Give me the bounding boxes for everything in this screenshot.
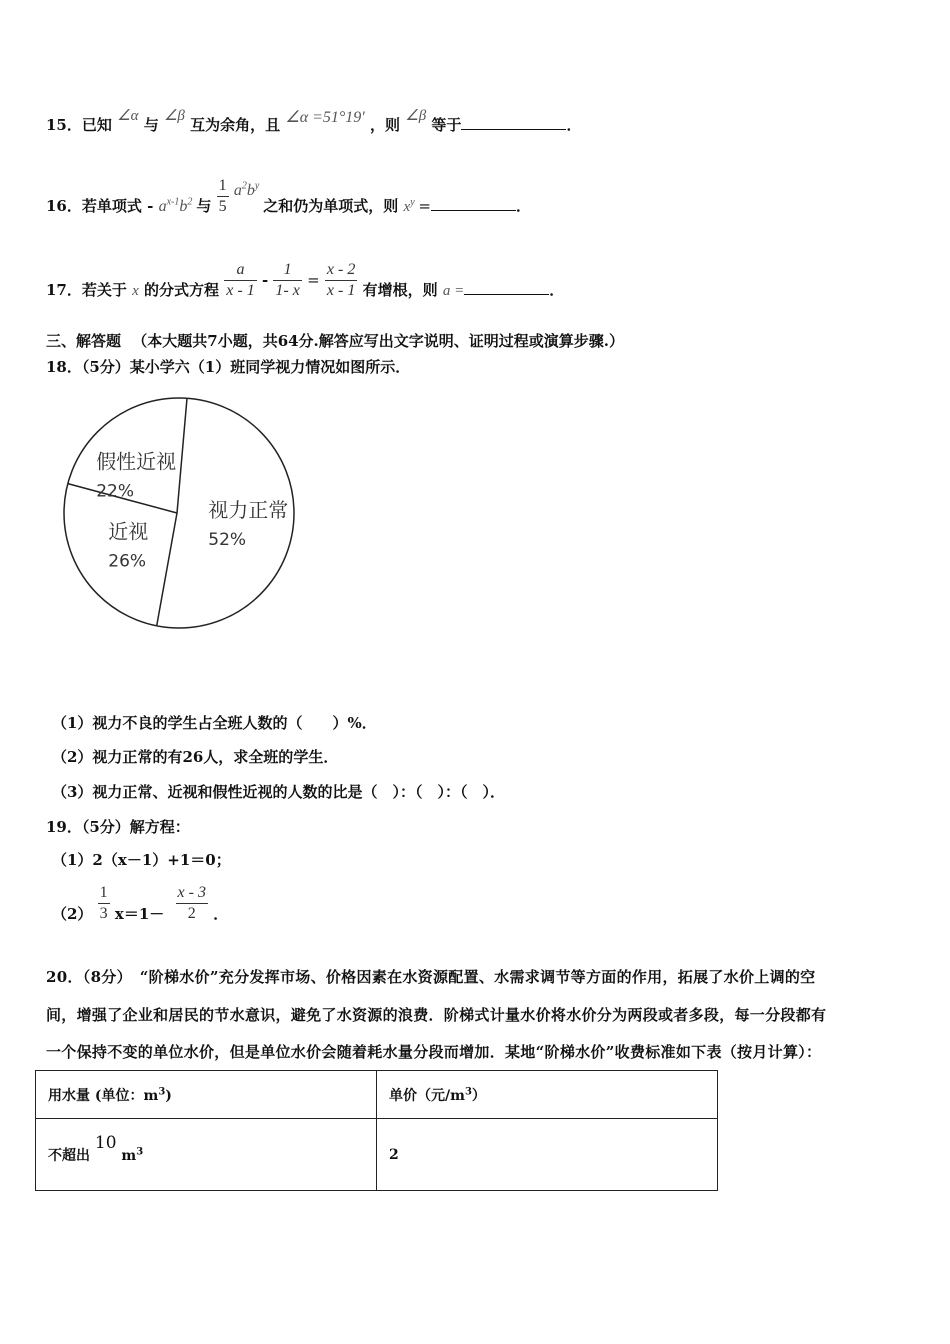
question-19-stem: 19．（5分）解方程： — [46, 818, 190, 836]
q19-eq2-label: （2） — [52, 904, 93, 923]
q17-f2-numerator: 1 — [283, 261, 292, 278]
q19-eq2-period: ． — [213, 904, 229, 923]
usage-cell-unit: m — [121, 1147, 137, 1164]
question-20-line-3: 一个保持不变的单位水价，但是单位水价会随着耗水量分段而增加．某地“阶梯水价”收费标准如下表（按月计算）： — [46, 1043, 822, 1061]
q19-eq2-middle: x＝1－ — [114, 904, 165, 923]
q16-mono1-exp: x-1 — [166, 196, 180, 208]
q16-power-base: x — [403, 198, 411, 215]
q17-equals: = — [307, 270, 320, 289]
q16-monomial-1 — [159, 198, 197, 215]
table-header-row — [36, 1071, 718, 1119]
q17-f1-denominator: x - 1 — [226, 282, 255, 299]
q17-fraction-3 — [325, 260, 357, 301]
q17-period: ． — [549, 280, 565, 299]
q17-fraction-2 — [273, 260, 301, 301]
question-19-eq-2 — [52, 880, 228, 921]
usage-cell-number: 10 — [94, 1132, 117, 1153]
usage-header-end: ) — [165, 1087, 172, 1104]
q17-f1-numerator: a — [236, 261, 245, 278]
answer-blank[interactable] — [431, 196, 516, 211]
water-price-table — [35, 1070, 718, 1191]
q16-text: 若单项式 - — [81, 196, 154, 215]
q16-fraction — [217, 176, 229, 217]
q15-number: 15． — [46, 116, 82, 134]
q17-variable-x: x — [132, 282, 139, 299]
table-cell-usage — [36, 1119, 377, 1191]
q19-fraction-2 — [176, 883, 208, 924]
q16-fraction-denominator: 5 — [218, 198, 227, 215]
q16-period: ． — [515, 196, 531, 215]
vision-pie-chart — [50, 385, 310, 645]
q17-minus: - — [261, 270, 269, 289]
q16-equals: = — [418, 196, 431, 215]
price-header-text: 单价（元/m — [389, 1087, 465, 1104]
q15-angle-beta: ∠β — [163, 108, 185, 124]
q16-power-exp: y — [410, 196, 415, 208]
question-15 — [46, 108, 582, 135]
q16-mono2-base: a — [233, 181, 242, 199]
q17-a-equals: a = — [442, 282, 465, 299]
q15-angle-beta-2: ∠β — [405, 108, 427, 124]
question-17 — [46, 244, 565, 299]
question-20-line-2: 间，增强了企业和居民的节水意识，避免了水资源的浪费．阶梯式计量水价将水价分为两段或者多段，每一分段都有 — [46, 1006, 827, 1024]
question-18-sub-1: （1）视力不良的学生占全班人数的（ ）%． — [52, 714, 377, 732]
question-19-eq-1: （1）2（x－1）+1＝0； — [52, 851, 231, 869]
pie-slice-label: 假性近视 — [96, 449, 177, 474]
q19-f1-denominator: 3 — [99, 905, 108, 922]
question-18-sub-2: （2）视力正常的有26人，求全班的学生． — [52, 748, 339, 766]
table-row — [36, 1119, 718, 1191]
pie-slice-value: 26% — [108, 551, 147, 572]
q16-text: 之和仍为单项式，则 — [263, 196, 399, 215]
q17-number: 17． — [46, 280, 82, 299]
usage-cell-unit-sup: 3 — [136, 1145, 144, 1157]
q16-mono2-b: b — [246, 181, 255, 199]
q16-mono2-b-exp: y — [254, 180, 260, 192]
q15-period: ． — [566, 116, 582, 134]
price-header-end: ） — [471, 1087, 486, 1104]
section-3-heading — [46, 330, 624, 351]
table-header-usage — [36, 1071, 377, 1119]
q15-text: 已知 — [81, 116, 112, 134]
q16-mono1-base: a — [158, 197, 167, 215]
pie-slice-value: 52% — [208, 529, 247, 550]
q17-f3-denominator: x - 1 — [326, 282, 356, 299]
answer-blank[interactable] — [464, 280, 549, 295]
q15-text: 互为余角，且 — [190, 116, 281, 134]
q17-f3-numerator: x - 2 — [326, 261, 356, 278]
q16-number: 16． — [46, 196, 82, 215]
price-header-sup: 3 — [464, 1085, 472, 1097]
section-3-note: （本大题共7小题，共64分.解答应写出文字说明、证明过程或演算步骤.） — [132, 332, 625, 350]
section-3-title: 三、解答题 — [46, 332, 122, 350]
question-18-stem: 18．（5分）某小学六（1）班同学视力情况如图所示． — [46, 358, 411, 376]
q15-angle-alpha: ∠α — [117, 108, 139, 124]
answer-blank[interactable] — [461, 115, 566, 130]
q17-f2-denominator: 1- x — [275, 282, 300, 299]
q19-f2-numerator: x - 3 — [177, 884, 206, 901]
usage-header-sup: 3 — [158, 1085, 166, 1097]
q17-fraction-1 — [224, 260, 256, 301]
q16-mono1-b: b — [179, 197, 188, 215]
question-18-sub-3: （3）视力正常、近视和假性近视的人数的比是（ ）：（ ）：（ ）． — [52, 783, 505, 801]
table-cell-price: 2 — [377, 1119, 718, 1191]
q15-text: ，则 — [370, 116, 401, 134]
q16-text: 与 — [196, 196, 212, 215]
q15-text: 与 — [143, 116, 159, 134]
q16-fraction-numerator: 1 — [218, 177, 227, 194]
q17-text: 若关于 — [81, 280, 127, 299]
pie-slice-label: 近视 — [108, 519, 149, 544]
q16-mono2-exp: 2 — [241, 180, 247, 192]
q16-mono1-b-exp: 2 — [187, 196, 193, 208]
q17-text: 有增根，则 — [362, 280, 438, 299]
usage-cell-text: 不超出 — [48, 1147, 90, 1164]
q16-power — [403, 196, 419, 215]
q15-angle-equation: ∠α =51°19′ — [285, 109, 365, 126]
q19-fraction-1 — [98, 883, 110, 924]
q19-f2-denominator: 2 — [176, 903, 208, 924]
pie-slice-value: 22% — [96, 481, 134, 502]
q16-monomial-2 — [234, 182, 263, 199]
q17-text: 的分式方程 — [144, 280, 220, 299]
usage-header-text: 用水量 (单位：m — [48, 1087, 159, 1104]
question-20-line-1: 20．（8分） “阶梯水价”充分发挥市场、价格因素在水资源配置、水需求调节等方面的作用，拓展了水价上调的空 — [46, 968, 816, 986]
q19-f1-numerator: 1 — [99, 884, 108, 901]
pie-slice-label: 视力正常 — [208, 497, 289, 522]
q15-text: 等于 — [431, 116, 462, 134]
table-header-price — [377, 1071, 718, 1119]
question-16 — [46, 160, 531, 215]
